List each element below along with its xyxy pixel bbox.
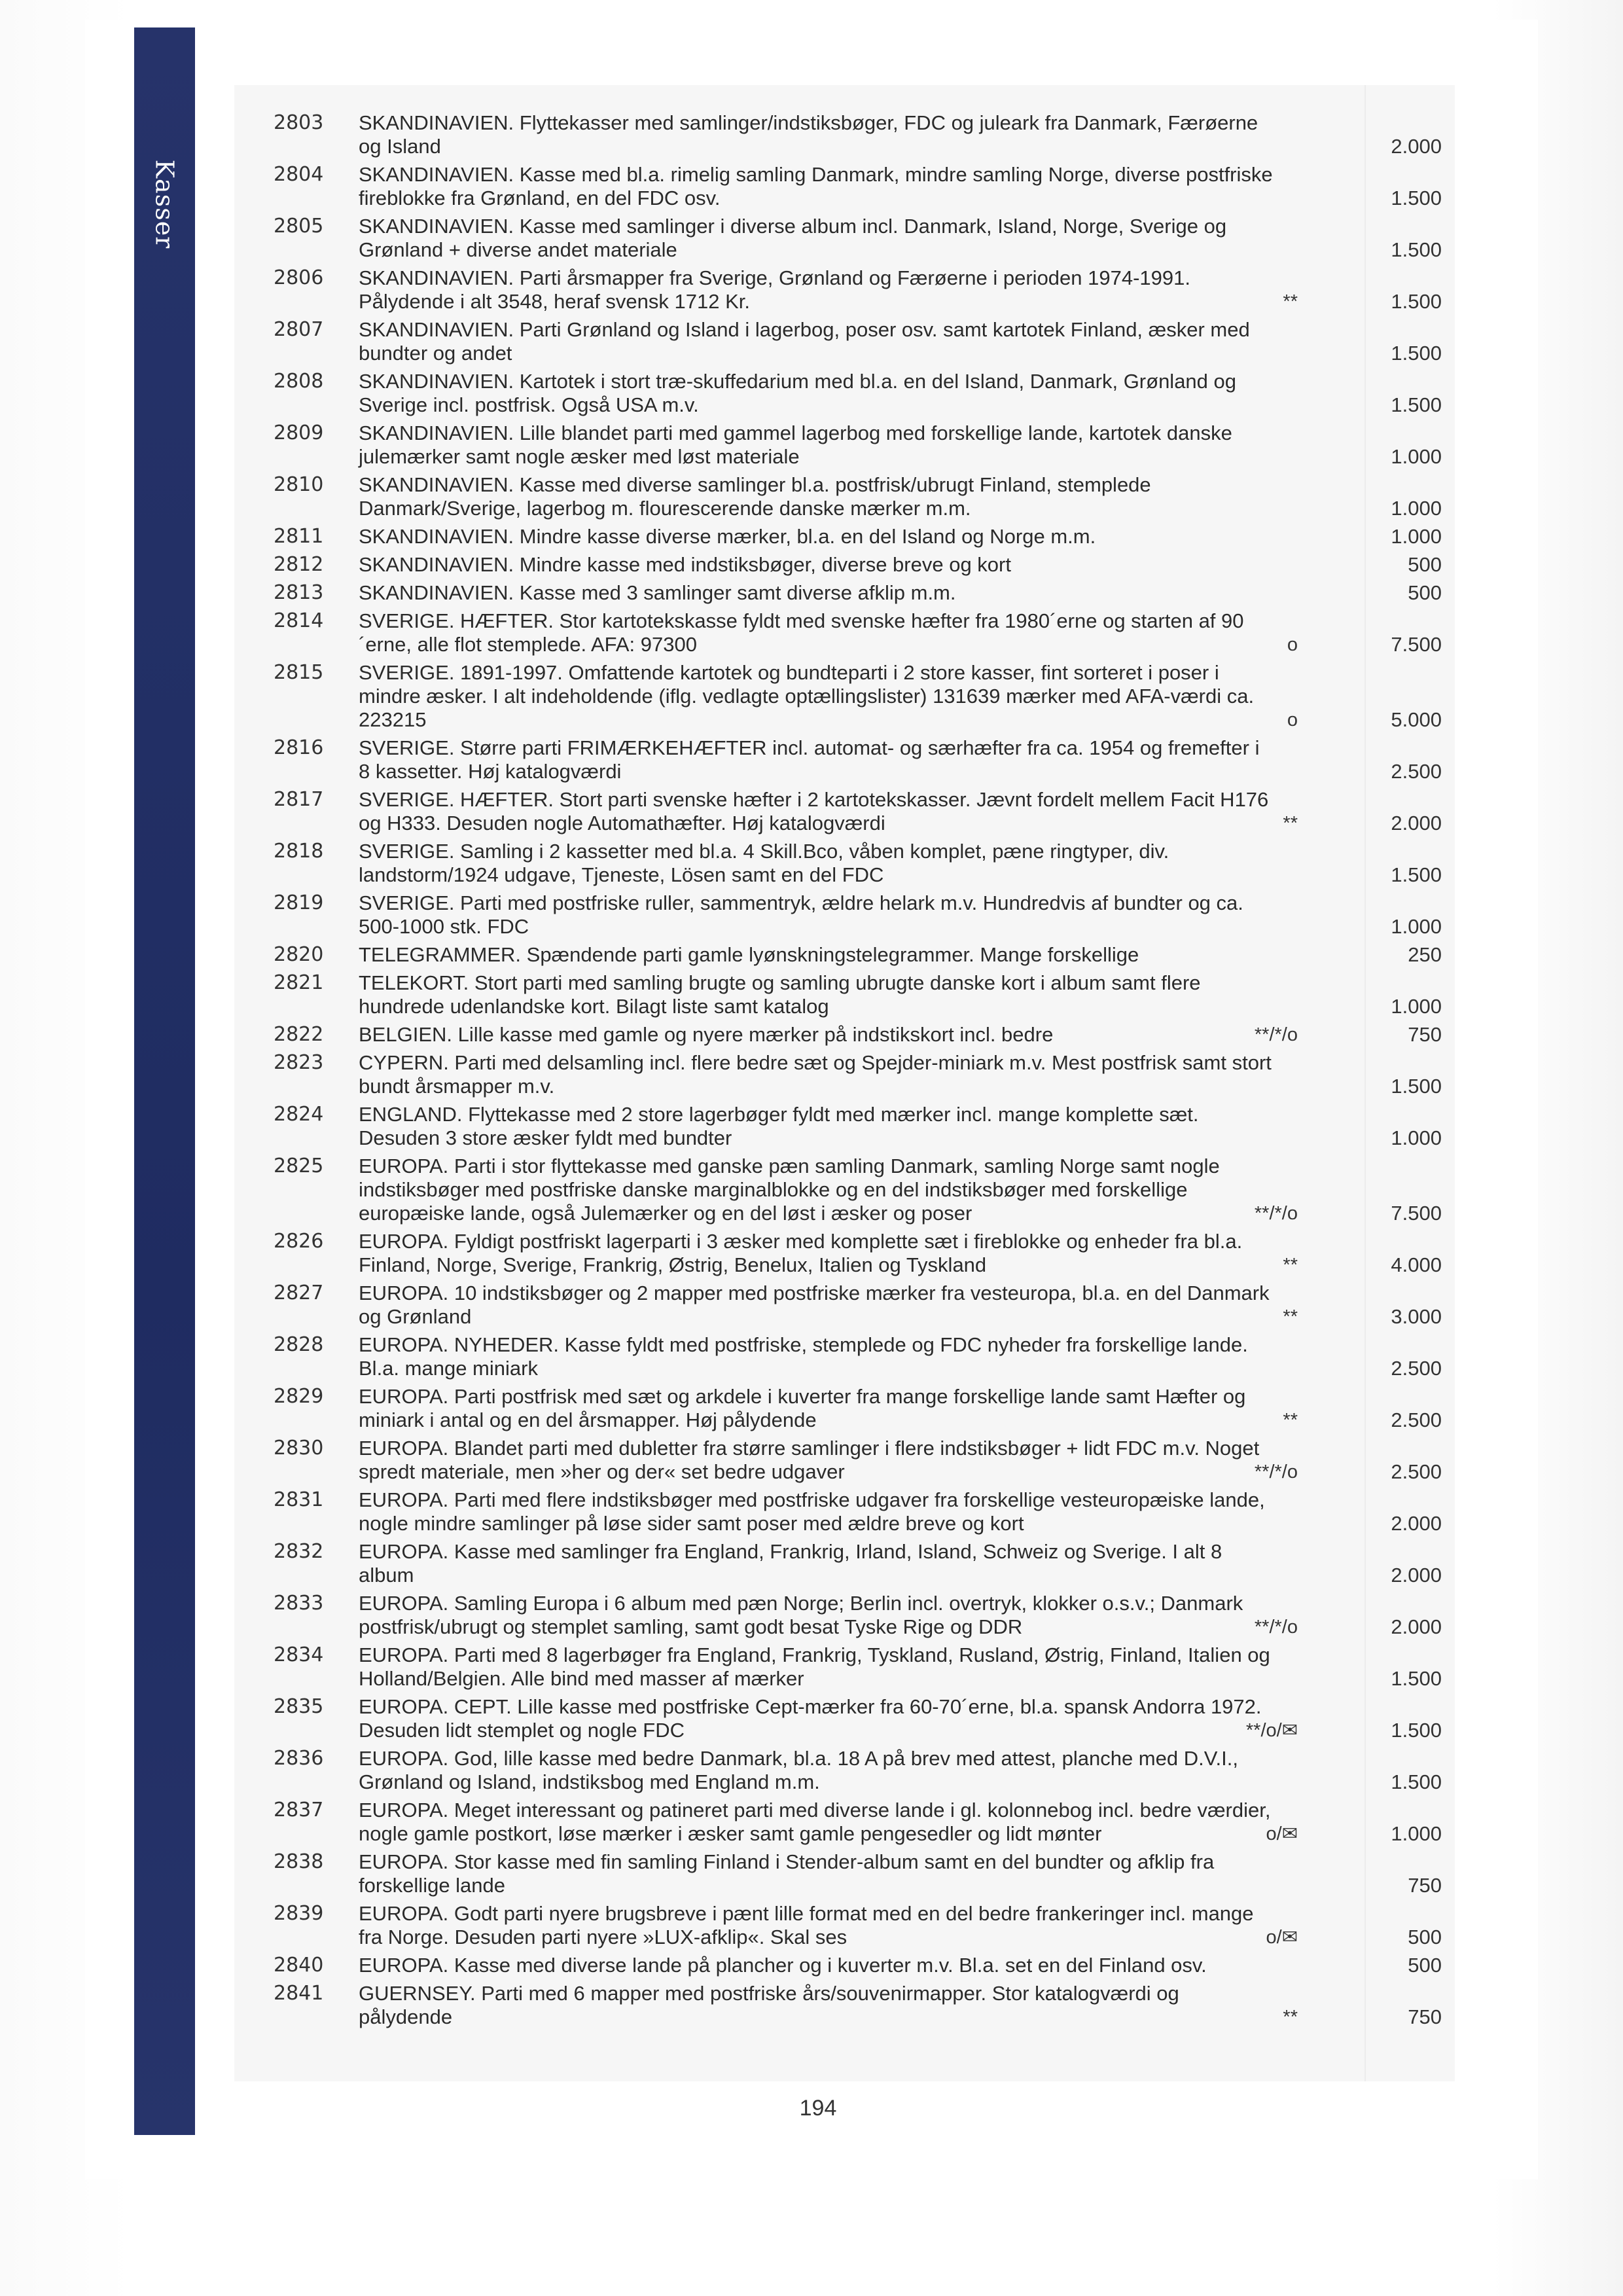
lot-description: SKANDINAVIEN. Flyttekasser med samlinger/indstiksbøger, FDC og juleark fra Danmark, Færøerne og Island — [359, 111, 1258, 158]
lot-price: 2.000 — [1391, 1564, 1442, 1587]
lot-description: EUROPA. Stor kasse med fin samling Finland i Stender-album samt en del bundter og afklip fra forskellige lande — [359, 1850, 1215, 1897]
lot-price: 1.000 — [1391, 995, 1442, 1018]
lot-number: 2841 — [274, 1982, 324, 2005]
lot-description: CYPERN. Parti med delsamling incl. flere bedre sæt og Spejder-miniark m.v. Mest postfrisk samt stort bundt årsmapper m.v. — [359, 1051, 1272, 1098]
lot-number: 2827 — [274, 1282, 324, 1304]
lot-price: 2.500 — [1391, 760, 1442, 783]
lot-description: TELEKORT. Stort parti med samling brugte og samling ubrugte danske kort i album samt flere hundrede udenlandske kort. Bilagt liste samt katalog — [359, 971, 1201, 1018]
lot-row — [234, 1437, 1455, 1484]
lot-row — [234, 891, 1455, 939]
lot-price: 1.000 — [1391, 915, 1442, 938]
lot-number: 2822 — [274, 1023, 324, 1046]
section-tab-text: Kasser — [150, 159, 179, 249]
lot-price: 1.000 — [1391, 497, 1442, 520]
lot-list — [234, 111, 1455, 2034]
lot-condition-mark: o — [1287, 634, 1298, 655]
lot-condition-mark: o — [1287, 709, 1298, 730]
lot-number: 2812 — [274, 553, 324, 576]
lot-price: 500 — [1408, 553, 1442, 576]
lot-price: 500 — [1408, 1926, 1442, 1948]
lot-row — [234, 1051, 1455, 1098]
lot-price: 7.500 — [1391, 1202, 1442, 1225]
lot-row — [234, 661, 1455, 732]
lot-row — [234, 788, 1455, 835]
section-tab-label — [134, 158, 195, 250]
lot-condition-mark: **/*/o — [1254, 1024, 1298, 1045]
lot-row — [234, 525, 1455, 548]
lot-number: 2828 — [274, 1333, 324, 1356]
lot-description: SKANDINAVIEN. Parti Grønland og Island i lagerbog, poser osv. samt kartotek Finland, æsker med bundter og andet — [359, 318, 1250, 365]
lot-row — [234, 1385, 1455, 1432]
lot-row — [234, 1850, 1455, 1897]
lot-description: SVERIGE. HÆFTER. Stor kartotekskasse fyldt med svenske hæfter fra 1980´erne og starten af 90´erne, alle flot stemplede. AFA: 97300 — [359, 609, 1244, 656]
lot-description: EUROPA. Parti i stor flyttekasse med ganske pæn samling Danmark, samling Norge samt nogle indstiksbøger med postfriske danske marginalblokke og en del indstiksbøger med forskellige europæiske lande, også Julemærker og en del løst i æsker og poser — [359, 1155, 1220, 1225]
lot-number: 2831 — [274, 1488, 324, 1511]
lot-number: 2832 — [274, 1540, 324, 1563]
lot-description: SKANDINAVIEN. Kasse med bl.a. rimelig samling Danmark, mindre samling Norge, diverse postfriske fireblokke fra Grønland, en del FDC osv. — [359, 163, 1273, 209]
lot-number: 2810 — [274, 473, 324, 496]
lot-description: SKANDINAVIEN. Lille blandet parti med gammel lagerbog med forskellige lande, kartotek danske julemærker samt nogle æsker med løst materiale — [359, 422, 1232, 468]
lot-number: 2839 — [274, 1902, 324, 1925]
lot-price: 3.000 — [1391, 1305, 1442, 1328]
lot-row — [234, 1902, 1455, 1949]
lot-description: SKANDINAVIEN. Mindre kasse med indstiksbøger, diverse breve og kort — [359, 553, 1011, 576]
lot-number: 2834 — [274, 1643, 324, 1666]
lot-number: 2821 — [274, 971, 324, 994]
lot-row — [234, 840, 1455, 887]
lot-row — [234, 1282, 1455, 1329]
lot-description: SKANDINAVIEN. Mindre kasse diverse mærker, bl.a. en del Island og Norge m.m. — [359, 525, 1096, 548]
lot-description: EUROPA. Fyldigt postfriskt lagerparti i 3 æsker med komplette sæt i fireblokke og enheder fra bl.a. Finland, Norge, Sverige, Frankrig, Østrig, Benelux, Italien og Tyskland — [359, 1230, 1243, 1276]
lot-row — [234, 1982, 1455, 2029]
lot-condition-mark: **/*/o — [1254, 1617, 1298, 1638]
lot-price: 750 — [1408, 2005, 1442, 2028]
lot-description: EUROPA. Parti postfrisk med sæt og arkdele i kuverter fra mange forskellige lande samt Hæfter og miniark i antal og en del årsmapper. Høj pålydende — [359, 1385, 1246, 1431]
lot-row — [234, 736, 1455, 783]
lot-price: 1.500 — [1391, 342, 1442, 365]
lot-price: 2.000 — [1391, 1615, 1442, 1638]
lot-description: SKANDINAVIEN. Kasse med diverse samlinger bl.a. postfrisk/ubrugt Finland, stemplede Danmark/Sverige, lagerbog m. flourescerende danske mærker m.m. — [359, 473, 1151, 520]
lot-price: 500 — [1408, 581, 1442, 604]
lot-number: 2804 — [274, 163, 324, 186]
lot-number: 2824 — [274, 1103, 324, 1126]
lot-number: 2807 — [274, 318, 324, 341]
lot-row — [234, 215, 1455, 262]
lot-row — [234, 1695, 1455, 1742]
lot-price: 2.000 — [1391, 135, 1442, 158]
lot-price: 1.500 — [1391, 1075, 1442, 1098]
lot-row — [234, 318, 1455, 365]
lot-description: BELGIEN. Lille kasse med gamle og nyere mærker på indstikskort incl. bedre — [359, 1023, 1054, 1046]
lot-row — [234, 1103, 1455, 1150]
lot-condition-mark: ** — [1283, 2007, 1298, 2028]
lot-number: 2815 — [274, 661, 324, 684]
lot-description: EUROPA. 10 indstiksbøger og 2 mapper med postfriske mærker fra vesteuropa, bl.a. en del Danmark og Grønland — [359, 1282, 1270, 1328]
lot-price: 1.500 — [1391, 238, 1442, 261]
lot-description: SVERIGE. 1891-1997. Omfattende kartotek og bundteparti i 2 store kasser, fint sorteret i poser i mindre æsker. I alt indeholdende (iflg. vedlagte optællingslister) 131639 mærker med AFA-værdi ca. 223215 — [359, 661, 1255, 731]
lot-description: EUROPA. Godt parti nyere brugsbreve i pænt lille format med en del bedre frankeringer incl. mange fra Norge. Desuden parti nyere »LUX-afklip«. Skal ses — [359, 1902, 1254, 1948]
lot-row — [234, 943, 1455, 967]
lot-row — [234, 1155, 1455, 1225]
lot-row — [234, 1333, 1455, 1380]
lot-description: SKANDINAVIEN. Kasse med samlinger i diverse album incl. Danmark, Island, Norge, Sverige og Grønland + diverse andet materiale — [359, 215, 1227, 261]
lot-description: SVERIGE. Større parti FRIMÆRKEHÆFTER incl. automat- og særhæfter fra ca. 1954 og fremefter i 8 kassetter. Høj katalogværdi — [359, 736, 1260, 783]
lot-row — [234, 1592, 1455, 1639]
lot-row — [234, 1540, 1455, 1587]
lot-row — [234, 1023, 1455, 1047]
lot-condition-mark: o/✉ — [1266, 1823, 1298, 1844]
lot-description: ENGLAND. Flyttekasse med 2 store lagerbøger fyldt med mærker incl. mange komplette sæt. Desuden 3 store æsker fyldt med bundter — [359, 1103, 1199, 1149]
lot-price: 2.500 — [1391, 1460, 1442, 1483]
lot-description: SVERIGE. Samling i 2 kassetter med bl.a. 4 Skill.Bco, våben komplet, pæne ringtyper, div. landstorm/1924 udgave, Tjeneste, Lösen samt en del FDC — [359, 840, 1169, 886]
lot-number: 2830 — [274, 1437, 324, 1460]
lot-number: 2825 — [274, 1155, 324, 1177]
lot-description: EUROPA. CEPT. Lille kasse med postfriske Cept-mærker fra 60-70´erne, bl.a. spansk Andorra 1972. Desuden lidt stemplet og nogle FDC — [359, 1695, 1262, 1742]
lot-description: EUROPA. Kasse med diverse lande på plancher og i kuverter m.v. Bl.a. set en del Finland osv. — [359, 1954, 1207, 1977]
lot-price: 1.500 — [1391, 1770, 1442, 1793]
lot-condition-mark: **/*/o — [1254, 1203, 1298, 1224]
lot-description: EUROPA. NYHEDER. Kasse fyldt med postfriske, stemplede og FDC nyheder fra forskellige lande. Bl.a. mange miniark — [359, 1333, 1248, 1380]
lot-number: 2814 — [274, 609, 324, 632]
lot-price: 1.500 — [1391, 863, 1442, 886]
lot-number: 2813 — [274, 581, 324, 604]
lot-price: 1.000 — [1391, 1822, 1442, 1845]
lot-price: 500 — [1408, 1954, 1442, 1977]
lot-number: 2835 — [274, 1695, 324, 1718]
lot-row — [234, 1954, 1455, 1977]
lot-description: SKANDINAVIEN. Parti årsmapper fra Sverige, Grønland og Færøerne i perioden 1974-1991. Pålydende i alt 3548, heraf svensk 1712 Kr. — [359, 266, 1190, 313]
lot-condition-mark: **/*/o — [1254, 1462, 1298, 1482]
lot-price: 5.000 — [1391, 708, 1442, 731]
lot-number: 2836 — [274, 1747, 324, 1770]
lot-description: TELEGRAMMER. Spændende parti gamle lyønskningstelegrammer. Mange forskellige — [359, 943, 1139, 966]
lot-number: 2811 — [274, 525, 324, 548]
lot-row — [234, 1747, 1455, 1794]
lot-price: 1.000 — [1391, 525, 1442, 548]
lot-row — [234, 473, 1455, 520]
lot-price: 750 — [1408, 1874, 1442, 1897]
lot-row — [234, 1643, 1455, 1691]
lot-row — [234, 553, 1455, 577]
lot-number: 2840 — [274, 1954, 324, 1977]
lot-price: 1.500 — [1391, 1667, 1442, 1690]
lot-description: SVERIGE. HÆFTER. Stort parti svenske hæfter i 2 kartotekskasser. Jævnt fordelt mellem Facit H176 og H333. Desuden nogle Automathæfter. Høj katalogværdi — [359, 788, 1269, 834]
lot-row — [234, 971, 1455, 1018]
lot-price: 2.500 — [1391, 1357, 1442, 1380]
lot-condition-mark: ** — [1283, 1410, 1298, 1431]
lot-price: 2.500 — [1391, 1408, 1442, 1431]
lot-description: EUROPA. God, lille kasse med bedre Danmark, bl.a. 18 A på brev med attest, planche med D.V.I., Grønland og Island, indstiksbog med England m.m. — [359, 1747, 1239, 1793]
lot-number: 2820 — [274, 943, 324, 966]
lot-condition-mark: ** — [1283, 1255, 1298, 1276]
lot-number: 2823 — [274, 1051, 324, 1074]
lot-number: 2803 — [274, 111, 324, 134]
lot-number: 2837 — [274, 1799, 324, 1821]
lot-price: 250 — [1408, 943, 1442, 966]
lot-condition-mark: o/✉ — [1266, 1927, 1298, 1948]
lot-price: 1.000 — [1391, 445, 1442, 468]
lot-price: 1.500 — [1391, 393, 1442, 416]
lot-row — [234, 1230, 1455, 1277]
lot-price: 1.500 — [1391, 187, 1442, 209]
lot-number: 2819 — [274, 891, 324, 914]
lot-condition-mark: **/o/✉ — [1245, 1720, 1298, 1741]
lot-condition-mark: ** — [1283, 1306, 1298, 1327]
lot-number: 2816 — [274, 736, 324, 759]
lot-number: 2818 — [274, 840, 324, 863]
lot-row — [234, 581, 1455, 605]
lot-price: 7.500 — [1391, 633, 1442, 656]
lot-price: 4.000 — [1391, 1253, 1442, 1276]
lot-number: 2838 — [274, 1850, 324, 1873]
lot-number: 2806 — [274, 266, 324, 289]
lot-description: EUROPA. Samling Europa i 6 album med pæn Norge; Berlin incl. overtryk, klokker o.s.v.; Danmark postfrisk/ubrugt og stemplet samling, samt godt besat Tyske Rige og DDR — [359, 1592, 1243, 1638]
lot-description: SVERIGE. Parti med postfriske ruller, sammentryk, ældre helark m.v. Hundredvis af bundter og ca. 500-1000 stk. FDC — [359, 891, 1243, 938]
lot-price: 2.000 — [1391, 1512, 1442, 1535]
lot-number: 2817 — [274, 788, 324, 811]
lot-description: EUROPA. Parti med flere indstiksbøger med postfriske udgaver fra forskellige vesteuropæiske lande, nogle mindre samlinger på løse sider samt poser med ældre breve og kort — [359, 1488, 1265, 1535]
lot-row — [234, 163, 1455, 210]
lot-row — [234, 1799, 1455, 1846]
lot-condition-mark: ** — [1283, 291, 1298, 312]
lot-price: 1.000 — [1391, 1126, 1442, 1149]
section-tab — [134, 27, 195, 2135]
lot-row — [234, 609, 1455, 656]
lot-description: GUERNSEY. Parti med 6 mapper med postfriske års/souvenirmapper. Stor katalogværdi og pålydende — [359, 1982, 1179, 2028]
lot-description: EUROPA. Kasse med samlinger fra England, Frankrig, Irland, Island, Schweiz og Sverige. I alt 8 album — [359, 1540, 1222, 1587]
lot-number: 2829 — [274, 1385, 324, 1408]
lot-row — [234, 1488, 1455, 1535]
page-number: 194 — [799, 2096, 837, 2121]
lot-number: 2826 — [274, 1230, 324, 1253]
lot-row — [234, 111, 1455, 158]
lot-row — [234, 422, 1455, 469]
lot-row — [234, 370, 1455, 417]
lot-price: 750 — [1408, 1023, 1442, 1046]
lot-number: 2833 — [274, 1592, 324, 1615]
lot-number: 2805 — [274, 215, 324, 238]
lot-row — [234, 266, 1455, 314]
lot-price: 2.000 — [1391, 812, 1442, 834]
lot-description: EUROPA. Meget interessant og patineret parti med diverse lande i gl. kolonnebog incl. bedre værdier, nogle gamle postkort, løse mærker i æsker samt gamle pengesedler og lidt mønter — [359, 1799, 1271, 1845]
lot-price: 1.500 — [1391, 290, 1442, 313]
lot-description: EUROPA. Blandet parti med dubletter fra større samlinger i flere indstiksbøger + lidt FDC m.v. Noget spredt materiale, men »her og der« set bedre udgaver — [359, 1437, 1260, 1483]
lot-price: 1.500 — [1391, 1719, 1442, 1742]
lot-description: SKANDINAVIEN. Kartotek i stort træ-skuffedarium med bl.a. en del Island, Danmark, Grønland og Sverige incl. postfrisk. Også USA m.v. — [359, 370, 1237, 416]
lot-number: 2809 — [274, 422, 324, 444]
lot-number: 2808 — [274, 370, 324, 393]
lot-description: EUROPA. Parti med 8 lagerbøger fra England, Frankrig, Tyskland, Rusland, Østrig, Finland, Italien og Holland/Belgien. Alle bind med masser af mærker — [359, 1643, 1270, 1690]
lot-description: SKANDINAVIEN. Kasse med 3 samlinger samt diverse afklip m.m. — [359, 581, 956, 604]
lot-condition-mark: ** — [1283, 813, 1298, 834]
